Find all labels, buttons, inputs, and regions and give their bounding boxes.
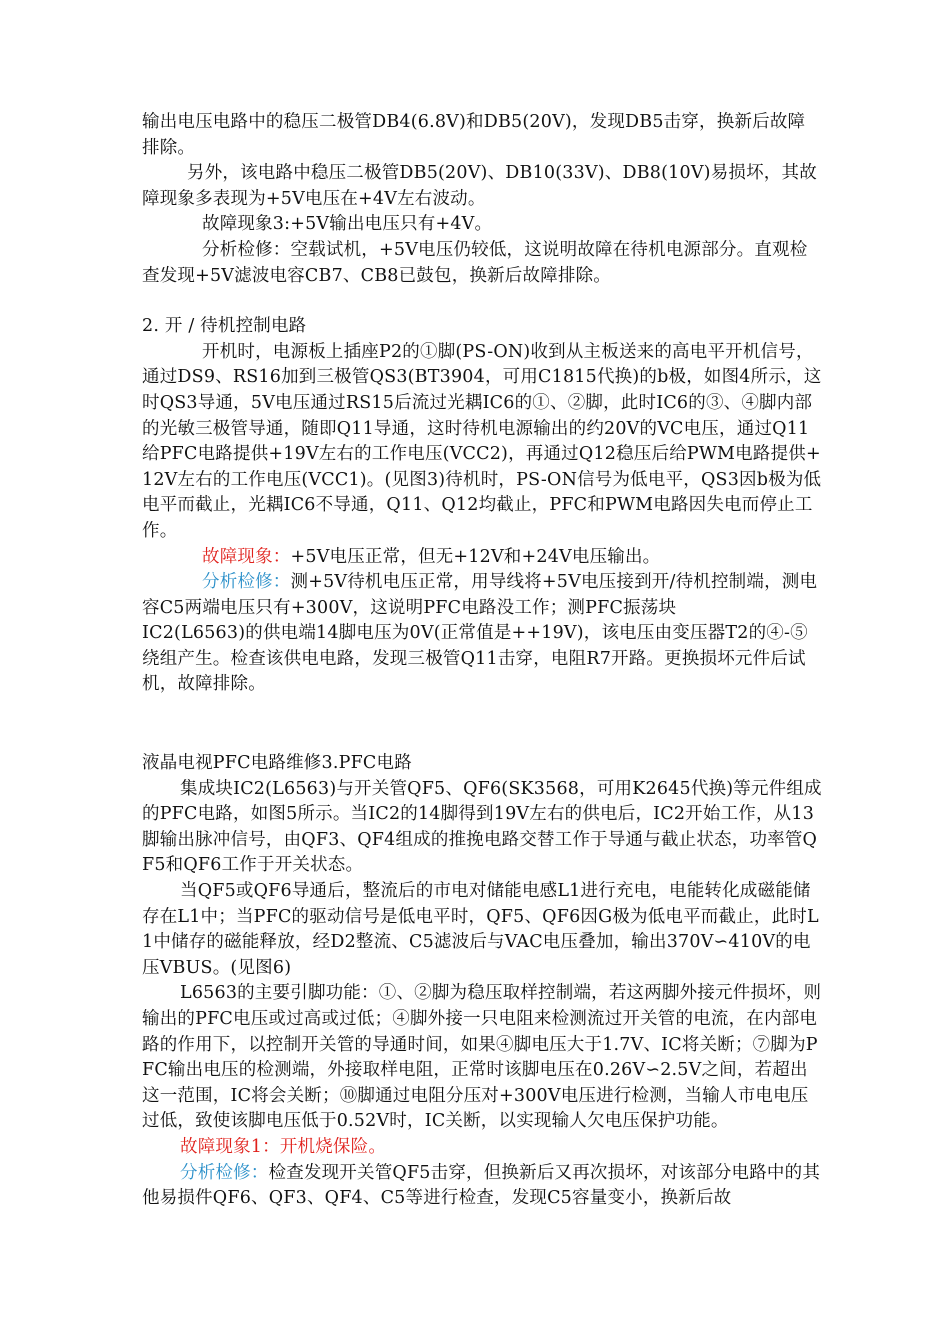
analysis-label: 分析检修： <box>180 1162 269 1183</box>
paragraph: 当QF5或QF6导通后，整流后的市电对储能电感L1进行充电，电能转化成磁能储存在L1中；当PFC的驱动信号是低电平时，QF5、QF6因G极为低电平而截止，此时L1中储存的磁能释放，经D2整流、C5滤波后与VAC电压叠加，输出370V∽410V的电压VBUS。(见图6) <box>142 881 819 978</box>
analysis-paragraph-continued: IC2(L6563)的供电端14脚电压为0V(正常值是++19V)，该电压由变压器T2的④-⑤绕组产生。检查该供电电路，发现三极管Q11击穿，电阻R7开路。更换损坏元件后试机，故障排除。 <box>142 623 808 695</box>
fault-line <box>142 545 822 571</box>
fault-heading: 故障现象1：开机烧保险。 <box>180 1136 387 1157</box>
section-heading: 液晶电视PFC电路维修3.PFC电路 <box>142 753 412 774</box>
analysis-text: 测+5V待机电压正常，用导线将+5V电压接到开/待机控制端，测电容C5两端电压只有+300V，这说明PFC电路没工作；测PFC振荡块 <box>142 572 818 618</box>
paragraph: 另外，该电路中稳压二极管DB5(20V)、DB10(33V)、DB8(10V)易损坏，其故障现象多表现为+5V电压在+4V左右波动。 <box>142 163 817 209</box>
fault-heading: 故障现象3:+5V输出电压只有+4V。 <box>202 214 493 235</box>
spacer <box>142 289 822 314</box>
paragraph: 集成块IC2(L6563)与开关管QF5、QF6(SK3568，可用K2645代换)等元件组成的PFC电路，如图5所示。当IC2的14脚得到19V左右的供电后，IC2开始工作，从13脚输出脉冲信号，由QF3、QF4组成的推挽电路交替工作于导通与截止状态，功率管QF5和QF6工作于开关状态。 <box>142 778 822 876</box>
section-heading: 2. 开 / 待机控制电路 <box>142 316 307 337</box>
analysis-text: 检查发现开关管QF5击穿，但换新后又再次损坏，对该部分电路中的其他易损件QF6、QF3、QF4、C5等进行检查，发现C5容量变小，换新后故 <box>142 1162 821 1209</box>
fault-label: 故障现象： <box>202 546 291 567</box>
fault-text: +5V电压正常，但无+12V和+24V电压输出。 <box>290 546 661 567</box>
analysis-label: 分析检修： <box>202 572 291 593</box>
spacer <box>142 698 822 751</box>
paragraph: 输出电压电路中的稳压二极管DB4(6.8V)和DB5(20V)，发现DB5击穿，换新后故障排除。 <box>142 112 806 158</box>
analysis-paragraph <box>142 570 822 621</box>
paragraph: 开机时，电源板上插座P2的①脚(PS-ON)收到从主板送来的高电平开机信号，通过DS9、RS16加到三极管QS3(BT3904，可用C1815代换)的b极，如图4所示，这时QS3导通，5V电压通过RS15后流过光耦IC6的①、②脚，此时IC6的③、④脚内部的光敏三极管导通，随即Q11导通，这时待机电源输出的约20V的VC电压，通过Q11给PFC电路提供+19V左右的工作电压(VCC2)，再通过Q12稳压后给PWM电路提供+12V左右的工作电压(VCC1)。(见图3)待机时，PS-ON信号为低电平，QS3因b极为低电平而截止，光耦IC6不导通，Q11、Q12均截止，PFC和PWM电路因失电而停止工作。 <box>142 341 822 541</box>
analysis-paragraph <box>142 1161 822 1212</box>
paragraph: L6563的主要引脚功能：①、②脚为稳压取样控制端，若这两脚外接元件损坏，则输出的PFC电压或过高或过低；④脚外接一只电阻来检测流过开关管的电流，在内部电路的作用下，以控制开关管的导通时间，如果④脚电压大于1.7V、IC将关断；⑦脚为PFC输出电压的检测端，外接取样电阻，正常时该脚电压在0.26V∽2.5V之间，若超出这一范围，IC将会关断；⑩脚通过电阻分压对+300V电压进行检测，当输人市电电压过低，致使该脚电压低于0.52V时，IC关断，以实现输人欠电压保护功能。 <box>142 983 822 1132</box>
analysis-paragraph: 分析检修：空载试机，+5V电压仍较低，这说明故障在待机电源部分。直观检查发现+5V滤波电容CB7、CB8已鼓包，换新后故障排除。 <box>142 239 808 286</box>
document-page <box>142 110 822 1212</box>
